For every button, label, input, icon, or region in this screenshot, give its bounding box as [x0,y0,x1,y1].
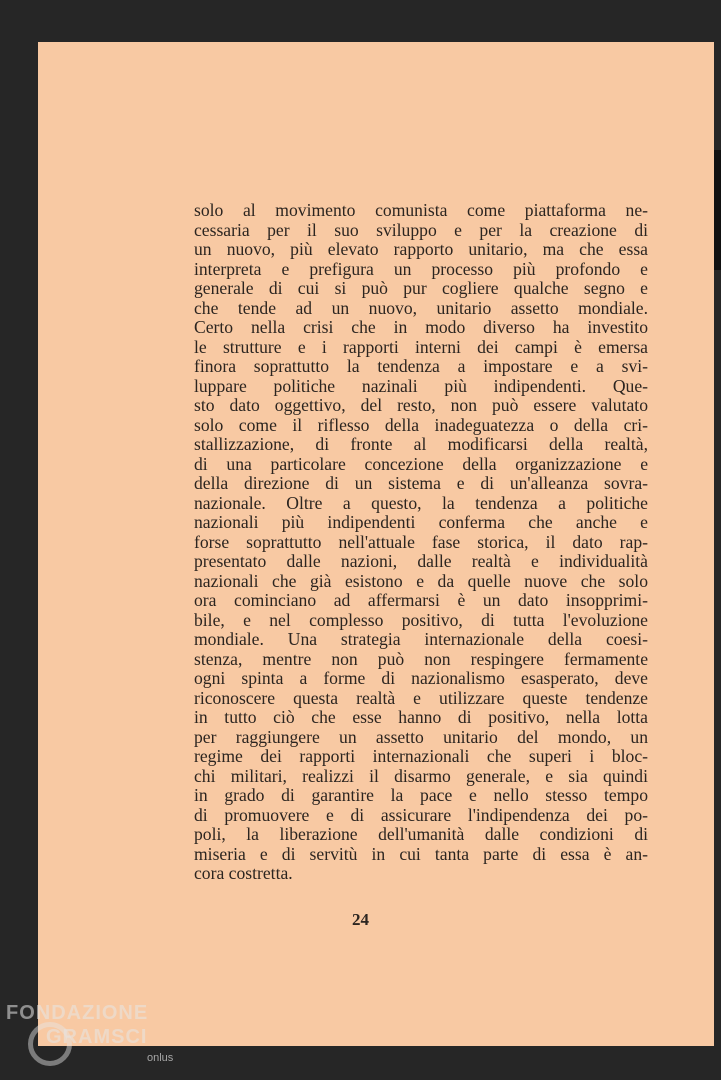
text-line: ora cominciano ad affermarsi è un dato insopprimi- [194,590,648,610]
text-line: per raggiungere un assetto unitario del mondo, un [194,726,648,747]
text-line: sto dato oggettivo, del resto, non può essere valutato [194,395,648,415]
text-line: luppare politiche nazinali più indipendenti. Que- [194,375,648,396]
text-line: solo al movimento comunista come piattaforma ne- [194,200,648,220]
text-line: ogni spinta a forme di nazionalismo esasperato, deve [194,668,648,688]
text-line: che tende ad un nuovo, unitario assetto mondiale. [194,297,648,318]
watermark-logo [6,1002,148,1049]
text-line: nazionali più indipendenti conferma che anche e [194,512,648,532]
watermark-suffix: onlus [147,1052,174,1064]
watermark-line2: GRAMSCI [46,1026,148,1048]
page-number: 24 [352,910,369,929]
text-line: un nuovo, più elevato rapporto unitario, ma che essa [194,239,648,259]
text-line: miseria e di servitù in cui tanta parte di essa è an- [194,843,648,864]
text-line: cora costretta. [194,863,293,883]
text-line: di una particolare concezione della organizzazione e [194,453,648,474]
text-line: le strutture e i rapporti interni dei campi è emersa [194,336,648,357]
text-line: della direzione di un sistema e di un'alleanza sovra- [194,473,648,493]
text-line: regime dei rapporti internazionali che superi i bloc- [194,746,648,766]
watermark-line1: FONDAZIONE [6,1002,149,1024]
text-line: stenza, mentre non può non respingere fermamente [194,648,648,669]
text-line: poli, la liberazione dell'umanità dalle condizioni di [194,824,648,844]
text-line: presentato dalle nazioni, dalle realtà e individualità [194,551,648,571]
text-line: riconoscere questa realtà e utilizzare queste tendenze [194,687,648,708]
text-line: forse soprattutto nell'attuale fase storica, il dato rap- [194,531,648,552]
text-line: nazionale. Oltre a questo, la tendenza a politiche [194,492,648,513]
text-line: mondiale. Una strategia internazionale della coesi- [194,629,648,649]
text-line: in grado di garantire la pace e nello stesso tempo [194,785,648,805]
text-line: chi militari, realizzi il disarmo generale, e sia quindi [194,765,648,786]
text-line: finora soprattutto la tendenza a impostare e a svi- [194,356,648,376]
text-line: cessaria per il suo sviluppo e per la creazione di [194,219,648,240]
text-line: Certo nella crisi che in modo diverso ha investito [194,317,648,337]
text-line: nazionali che già esistono e da quelle nuove che solo [194,570,648,591]
next-page-edge [714,150,721,270]
text-line: generale di cui si può pur cogliere qualche segno e [194,278,648,298]
text-line: solo come il riflesso della inadeguatezza o della cri- [194,414,648,435]
text-line: in tutto ciò che esse hanno di positivo, nella lotta [194,707,648,727]
text-line: interpreta e prefigura un processo più profondo e [194,258,648,279]
body-text [194,201,648,884]
text-line: di promuovere e di assicurare l'indipendenza dei po- [194,804,648,825]
text-line: stallizzazione, di fronte al modificarsi della realtà, [194,434,648,454]
text-line: bile, e nel complesso positivo, di tutta l'evoluzione [194,609,648,630]
